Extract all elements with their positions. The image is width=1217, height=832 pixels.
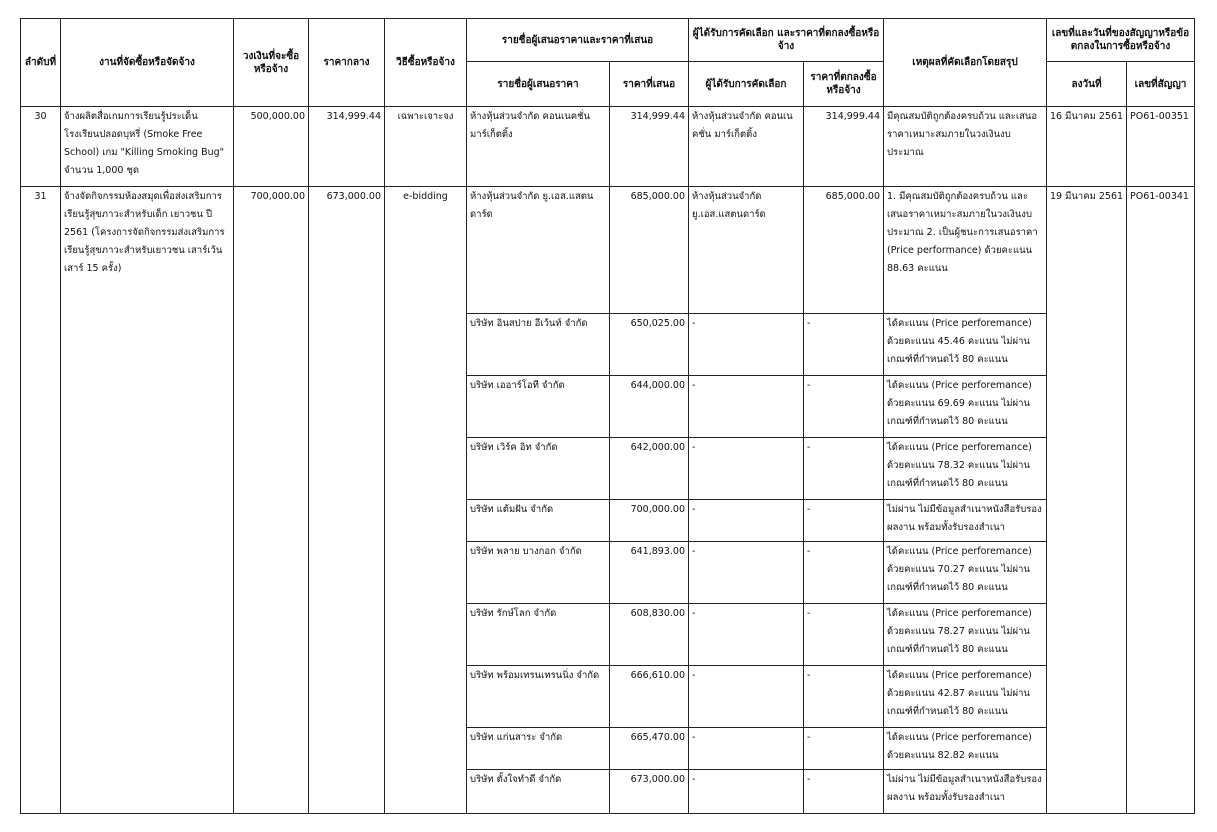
bid-price: 665,470.00 xyxy=(610,728,689,770)
header-budget: วงเงินที่จะซื้อหรือจ้าง xyxy=(234,19,309,107)
selected-name: ห้างหุ้นส่วนจำกัด ยู.เอส.แสตนดาร์ด xyxy=(689,187,804,314)
row-method: เฉพาะเจาะจง xyxy=(385,107,467,187)
header-date: ลงวันที่ xyxy=(1047,62,1127,107)
selected-name: - xyxy=(689,376,804,438)
header-reason: เหตุผลที่คัดเลือกโดยสรุป xyxy=(884,19,1047,107)
agreed-price: - xyxy=(804,728,884,770)
agreed-price: - xyxy=(804,500,884,542)
row-median: 673,000.00 xyxy=(309,187,385,814)
row-agreed-price: 314,999.44 xyxy=(804,107,884,187)
bid-price: 608,830.00 xyxy=(610,604,689,666)
table-row xyxy=(21,187,1195,314)
row-no: 31 xyxy=(21,187,61,814)
header-selected-name: ผู้ได้รับการคัดเลือก xyxy=(689,62,804,107)
row-reason: มีคุณสมบัติถูกต้องครบถ้วน และเสนอราคาเหมาะสมภายในวงเงินงบประมาณ xyxy=(884,107,1047,187)
agreed-price: - xyxy=(804,770,884,814)
bidder-name: บริษัท ตั้งใจทำดี จำกัด xyxy=(467,770,610,814)
row-date: 16 มีนาคม 2561 xyxy=(1047,107,1127,187)
selected-name: - xyxy=(689,542,804,604)
agreed-price: - xyxy=(804,314,884,376)
row-method: e-bidding xyxy=(385,187,467,814)
selected-name: - xyxy=(689,666,804,728)
bid-price: 673,000.00 xyxy=(610,770,689,814)
selected-name: - xyxy=(689,604,804,666)
header-work: งานที่จัดซื้อหรือจัดจ้าง xyxy=(61,19,234,107)
header-bidder-name: รายชื่อผู้เสนอราคา xyxy=(467,62,610,107)
header-contract-group: เลขที่และวันที่ของสัญญาหรือข้อตกลงในการซื้อหรือจ้าง xyxy=(1047,19,1195,62)
bidder-name: บริษัท พลาย บางกอก จำกัด xyxy=(467,542,610,604)
bidder-name: บริษัท รักษ์โลก จำกัด xyxy=(467,604,610,666)
agreed-price: 685,000.00 xyxy=(804,187,884,314)
bid-price: 644,000.00 xyxy=(610,376,689,438)
reason: ได้คะแนน (Price perforemance) ด้วยคะแนน 82.82 คะแนน xyxy=(884,728,1047,770)
row-no: 30 xyxy=(21,107,61,187)
procurement-table xyxy=(20,18,1195,814)
reason: ได้คะแนน (Price perforemance) ด้วยคะแนน 78.27 คะแนน ไม่ผ่านเกณฑ์ที่กำหนดไว้ 80 คะแนน xyxy=(884,604,1047,666)
header-median: ราคากลาง xyxy=(309,19,385,107)
bid-price: 642,000.00 xyxy=(610,438,689,500)
bidder-name: บริษัท เออาร์โอที จำกัด xyxy=(467,376,610,438)
row-date: 19 มีนาคม 2561 xyxy=(1047,187,1127,814)
bidder-name: บริษัท อินสปาย อีเว้นท์ จำกัด xyxy=(467,314,610,376)
row-bidder-name: ห้างหุ้นส่วนจำกัด คอนเนคชั่น มาร์เก็ตติ้ง xyxy=(467,107,610,187)
agreed-price: - xyxy=(804,542,884,604)
bidder-name: ห้างหุ้นส่วนจำกัด ยู.เอส.แสตนดาร์ด xyxy=(467,187,610,314)
reason: ไม่ผ่าน ไม่มีข้อมูลสำเนาหนังสือรับรองผลงาน พร้อมทั้งรับรองสำเนา xyxy=(884,770,1047,814)
header-selected-group: ผู้ได้รับการคัดเลือก และราคาที่ตกลงซื้อหรือจ้าง xyxy=(689,19,884,62)
selected-name: - xyxy=(689,770,804,814)
row-contract-no: PO61-00341 xyxy=(1127,187,1195,814)
reason: ไม่ผ่าน ไม่มีข้อมูลสำเนาหนังสือรับรองผลงาน พร้อมทั้งรับรองสำเนา xyxy=(884,500,1047,542)
bid-price: 641,893.00 xyxy=(610,542,689,604)
row-work: จ้างจัดกิจกรรมห้องสมุดเพื่อส่งเสริมการเรียนรู้สุขภาวะสำหรับเด็ก เยาวชน ปี 2561 (โครงการจัดกิจกรรมส่งเสริมการเรียนรู้สุขภาวะสำหรับเยาวชน เสาร์เว้นเสาร์ 15 ครั้ง) xyxy=(61,187,234,814)
row-median: 314,999.44 xyxy=(309,107,385,187)
agreed-price: - xyxy=(804,604,884,666)
row-budget: 700,000.00 xyxy=(234,187,309,814)
bid-price: 685,000.00 xyxy=(610,187,689,314)
header-agreed-price: ราคาที่ตกลงซื้อหรือจ้าง xyxy=(804,62,884,107)
row-budget: 500,000.00 xyxy=(234,107,309,187)
reason: ได้คะแนน (Price perforemance) ด้วยคะแนน 78.32 คะแนน ไม่ผ่านเกณฑ์ที่กำหนดไว้ 80 คะแนน xyxy=(884,438,1047,500)
bidder-name: บริษัท พร้อมเทรนเทรนนิ่ง จำกัด xyxy=(467,666,610,728)
agreed-price: - xyxy=(804,666,884,728)
header-contract-no: เลขที่สัญญา xyxy=(1127,62,1195,107)
bidder-name: บริษัท แก่นสาระ จำกัด xyxy=(467,728,610,770)
selected-name: - xyxy=(689,500,804,542)
row-bid-price: 314,999.44 xyxy=(610,107,689,187)
selected-name: - xyxy=(689,438,804,500)
agreed-price: - xyxy=(804,376,884,438)
bidder-name: บริษัท เวิร์ค อิท จำกัด xyxy=(467,438,610,500)
header-bidders-group: รายชื่อผู้เสนอราคาและราคาที่เสนอ xyxy=(467,19,689,62)
selected-name: - xyxy=(689,314,804,376)
row-contract-no: PO61-00351 xyxy=(1127,107,1195,187)
bid-price: 700,000.00 xyxy=(610,500,689,542)
selected-name: - xyxy=(689,728,804,770)
row-work: จ้างผลิตสื่อเกมการเรียนรู้ประเด็นโรงเรียนปลอดบุหรี่ (Smoke Free School) เกม "Killing Smoking Bug" จำนวน 1,000 ชุด xyxy=(61,107,234,187)
header-method: วิธีซื้อหรือจ้าง xyxy=(385,19,467,107)
reason: 1. มีคุณสมบัติถูกต้องครบถ้วน และเสนอราคาเหมาะสมภายในวงเงินงบประมาณ 2. เป็นผู้ชนะการเสนอราคา (Price performance) ด้วยคะแนน 88.63 คะแนน xyxy=(884,187,1047,314)
agreed-price: - xyxy=(804,438,884,500)
reason: ได้คะแนน (Price perforemance) ด้วยคะแนน 69.69 คะแนน ไม่ผ่านเกณฑ์ที่กำหนดไว้ 80 คะแนน xyxy=(884,376,1047,438)
reason: ได้คะแนน (Price perforemance) ด้วยคะแนน 45.46 คะแนน ไม่ผ่านเกณฑ์ที่กำหนดไว้ 80 คะแนน xyxy=(884,314,1047,376)
bid-price: 666,610.00 xyxy=(610,666,689,728)
header-no: ลำดับที่ xyxy=(21,19,61,107)
bid-price: 650,025.00 xyxy=(610,314,689,376)
reason: ได้คะแนน (Price perforemance) ด้วยคะแนน 70.27 คะแนน ไม่ผ่านเกณฑ์ที่กำหนดไว้ 80 คะแนน xyxy=(884,542,1047,604)
reason: ได้คะแนน (Price perforemance) ด้วยคะแนน 42.87 คะแนน ไม่ผ่านเกณฑ์ที่กำหนดไว้ 80 คะแนน xyxy=(884,666,1047,728)
row-selected-name: ห้างหุ้นส่วนจำกัด คอนเนคชั่น มาร์เก็ตติ้ง xyxy=(689,107,804,187)
bidder-name: บริษัท แต้มฝัน จำกัด xyxy=(467,500,610,542)
header-bid-price: ราคาที่เสนอ xyxy=(610,62,689,107)
table-row xyxy=(21,107,1195,187)
